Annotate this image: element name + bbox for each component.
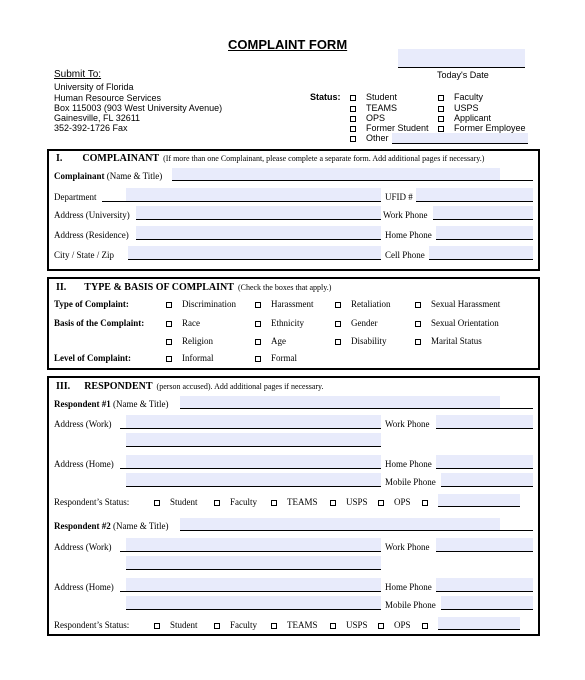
- type-option[interactable]: Discrimination: [166, 299, 236, 309]
- todays-date-field[interactable]: [398, 49, 525, 67]
- complainant-name-field[interactable]: [172, 168, 500, 180]
- basis-option[interactable]: Sexual Orientation: [415, 318, 499, 328]
- status-option[interactable]: Former Employee: [438, 123, 526, 133]
- checkbox[interactable]: [214, 623, 220, 629]
- checkbox[interactable]: [271, 500, 277, 506]
- respondent1-name-field[interactable]: [180, 396, 500, 408]
- home-phone-label: Home Phone: [385, 230, 432, 240]
- basis-option[interactable]: Ethnicity: [255, 318, 304, 328]
- respondent2-status-option[interactable]: Faculty: [214, 620, 257, 630]
- cell-phone-label: Cell Phone: [385, 250, 425, 260]
- checkbox[interactable]: [415, 339, 421, 345]
- section-heading: II. TYPE & BASIS OF COMPLAINT (Check the boxes that apply.): [56, 282, 332, 293]
- checkbox[interactable]: [438, 116, 444, 122]
- respondent2-work-phone-field[interactable]: [436, 538, 533, 551]
- checkbox[interactable]: [255, 321, 261, 327]
- checkbox[interactable]: [422, 500, 428, 506]
- checkbox[interactable]: [378, 623, 384, 629]
- respondent2-status-option[interactable]: OPS: [378, 620, 411, 630]
- respondent1-status-option[interactable]: Faculty: [214, 497, 257, 507]
- status-option[interactable]: TEAMS: [350, 103, 397, 113]
- respondent2-status-other-field[interactable]: [438, 617, 520, 629]
- respondent2-address-home-label: Address (Home): [54, 582, 114, 592]
- submit-to-label: Submit To:: [54, 69, 102, 80]
- respondent1-status-option[interactable]: USPS: [330, 497, 368, 507]
- respondent2-address-work-label: Address (Work): [54, 542, 112, 552]
- section-heading: I. COMPLAINANT (If more than one Complainant, please complete a separate form. Add additional pages if necessary.): [56, 153, 485, 164]
- checkbox[interactable]: [438, 95, 444, 101]
- address-line: Human Resource Services: [54, 93, 162, 103]
- section-heading: III. RESPONDENT (person accused). Add additional pages if necessary.: [56, 381, 324, 392]
- respondent1-status-other[interactable]: [422, 497, 428, 507]
- status-option[interactable]: OPS: [350, 113, 385, 123]
- work-phone-label: Work Phone: [383, 210, 428, 220]
- address-residence-label: Address (Residence): [54, 230, 129, 240]
- basis-option[interactable]: Gender: [335, 318, 378, 328]
- checkbox[interactable]: [154, 623, 160, 629]
- status-label: Status:: [310, 92, 341, 102]
- checkbox[interactable]: [378, 500, 384, 506]
- respondent2-status: Respondent’s Status:: [54, 620, 130, 630]
- complainant-name-label: Complainant (Name & Title): [54, 171, 163, 181]
- address-line: Gainesville, FL 32611: [54, 113, 141, 123]
- respondent1-status-option[interactable]: Student: [154, 497, 198, 507]
- checkbox[interactable]: [166, 339, 172, 345]
- respondent1-mobile-phone-field[interactable]: [441, 473, 533, 486]
- respondent1-work-phone-label: Work Phone: [385, 419, 430, 429]
- checkbox[interactable]: [214, 500, 220, 506]
- respondent2-mobile-phone-field[interactable]: [441, 596, 533, 609]
- respondent1-work-phone-field[interactable]: [436, 415, 533, 428]
- checkbox[interactable]: [335, 302, 341, 308]
- respondent1-status-other-field[interactable]: [438, 494, 520, 506]
- respondent1-mobile-phone-label: Mobile Phone: [385, 477, 436, 487]
- type-option[interactable]: Sexual Harassment: [415, 299, 500, 309]
- respondent2-address-home-field[interactable]: [126, 578, 381, 591]
- status-option[interactable]: Faculty: [438, 92, 483, 102]
- work-phone-field[interactable]: [433, 206, 533, 219]
- status-option[interactable]: USPS: [438, 103, 479, 113]
- level-option[interactable]: Formal: [255, 353, 297, 363]
- checkbox[interactable]: [438, 106, 444, 112]
- city-state-zip-label: City / State / Zip: [54, 250, 114, 260]
- respondent2-address-work-field-2[interactable]: [126, 556, 381, 569]
- checkbox[interactable]: [255, 339, 261, 345]
- checkbox[interactable]: [415, 302, 421, 308]
- respondent2-status-option[interactable]: USPS: [330, 620, 368, 630]
- checkbox[interactable]: [271, 623, 277, 629]
- checkbox[interactable]: [350, 95, 356, 101]
- checkbox[interactable]: [166, 356, 172, 362]
- respondent1-address-work-label: Address (Work): [54, 419, 112, 429]
- checkbox[interactable]: [166, 302, 172, 308]
- type-option[interactable]: Harassment: [255, 299, 314, 309]
- department-field[interactable]: [126, 188, 381, 201]
- type-of-complaint-label: Type of Complaint:: [54, 299, 129, 309]
- ufid-label: UFID #: [385, 192, 413, 202]
- status-option[interactable]: Applicant: [438, 113, 491, 123]
- basis-option[interactable]: Religion: [166, 336, 213, 346]
- respondent1-address-home-field-2[interactable]: [126, 473, 381, 486]
- respondent1-address-work-field[interactable]: [126, 415, 381, 428]
- respondent1-status-option[interactable]: OPS: [378, 497, 411, 507]
- address-university-label: Address (University): [54, 210, 130, 220]
- respondent1-home-phone-field[interactable]: [436, 455, 533, 468]
- checkbox[interactable]: [330, 623, 336, 629]
- basis-option[interactable]: Disability: [335, 336, 387, 346]
- basis-option[interactable]: Marital Status: [415, 336, 482, 346]
- respondent2-home-phone-label: Home Phone: [385, 582, 432, 592]
- respondent1-name-label: Respondent #1 (Name & Title): [54, 399, 169, 409]
- checkbox[interactable]: [166, 321, 172, 327]
- respondent1-address-home-field[interactable]: [126, 455, 381, 468]
- respondent1-status: Respondent’s Status:: [54, 497, 130, 507]
- respondent2-status-other[interactable]: [422, 620, 428, 630]
- respondent1-status-option[interactable]: TEAMS: [271, 497, 318, 507]
- cell-phone-field[interactable]: [429, 246, 533, 259]
- todays-date-label: Today's Date: [437, 70, 489, 80]
- respondent2-address-work-field[interactable]: [126, 538, 381, 551]
- respondent2-name-label: Respondent #2 (Name & Title): [54, 521, 169, 531]
- respondent2-address-home-field-2[interactable]: [126, 596, 381, 609]
- status-option[interactable]: Former Student: [350, 123, 429, 133]
- basis-option[interactable]: Age: [255, 336, 286, 346]
- home-phone-field[interactable]: [436, 226, 533, 239]
- department-label: Department: [54, 192, 97, 202]
- address-line: Box 115003 (903 West University Avenue): [54, 103, 223, 113]
- status-option[interactable]: Other: [350, 133, 389, 143]
- address-line: University of Florida: [54, 82, 134, 92]
- basis-label: Basis of the Complaint:: [54, 318, 145, 328]
- level-of-complaint-label: Level of Complaint:: [54, 353, 131, 363]
- level-option[interactable]: Informal: [166, 353, 214, 363]
- respondent2-status-option[interactable]: TEAMS: [271, 620, 318, 630]
- ufid-field[interactable]: [416, 188, 533, 201]
- status-other-field[interactable]: [392, 133, 528, 143]
- respondent2-mobile-phone-label: Mobile Phone: [385, 600, 436, 610]
- respondent1-address-home-label: Address (Home): [54, 459, 114, 469]
- checkbox[interactable]: [335, 339, 341, 345]
- checkbox[interactable]: [335, 321, 341, 327]
- checkbox[interactable]: [350, 126, 356, 132]
- checkbox[interactable]: [330, 500, 336, 506]
- status-option[interactable]: Student: [350, 92, 397, 102]
- page-title: COMPLAINT FORM: [228, 37, 348, 52]
- address-residence-field[interactable]: [136, 226, 381, 239]
- city-state-zip-field[interactable]: [128, 246, 381, 259]
- type-option[interactable]: Retaliation: [335, 299, 391, 309]
- address-university-field[interactable]: [136, 206, 381, 219]
- respondent2-name-field[interactable]: [180, 518, 500, 530]
- checkbox[interactable]: [350, 106, 356, 112]
- checkbox[interactable]: [350, 116, 356, 122]
- checkbox[interactable]: [154, 500, 160, 506]
- respondent1-address-work-field-2[interactable]: [126, 433, 381, 446]
- checkbox[interactable]: [255, 302, 261, 308]
- address-line: 352-392-1726 Fax: [54, 123, 128, 133]
- respondent1-home-phone-label: Home Phone: [385, 459, 432, 469]
- checkbox[interactable]: [438, 126, 444, 132]
- respondent2-home-phone-field[interactable]: [436, 578, 533, 591]
- checkbox[interactable]: [415, 321, 421, 327]
- basis-option[interactable]: Race: [166, 318, 200, 328]
- respondent2-status-option[interactable]: Student: [154, 620, 198, 630]
- respondent2-work-phone-label: Work Phone: [385, 542, 430, 552]
- checkbox[interactable]: [350, 136, 356, 142]
- checkbox[interactable]: [255, 356, 261, 362]
- checkbox[interactable]: [422, 623, 428, 629]
